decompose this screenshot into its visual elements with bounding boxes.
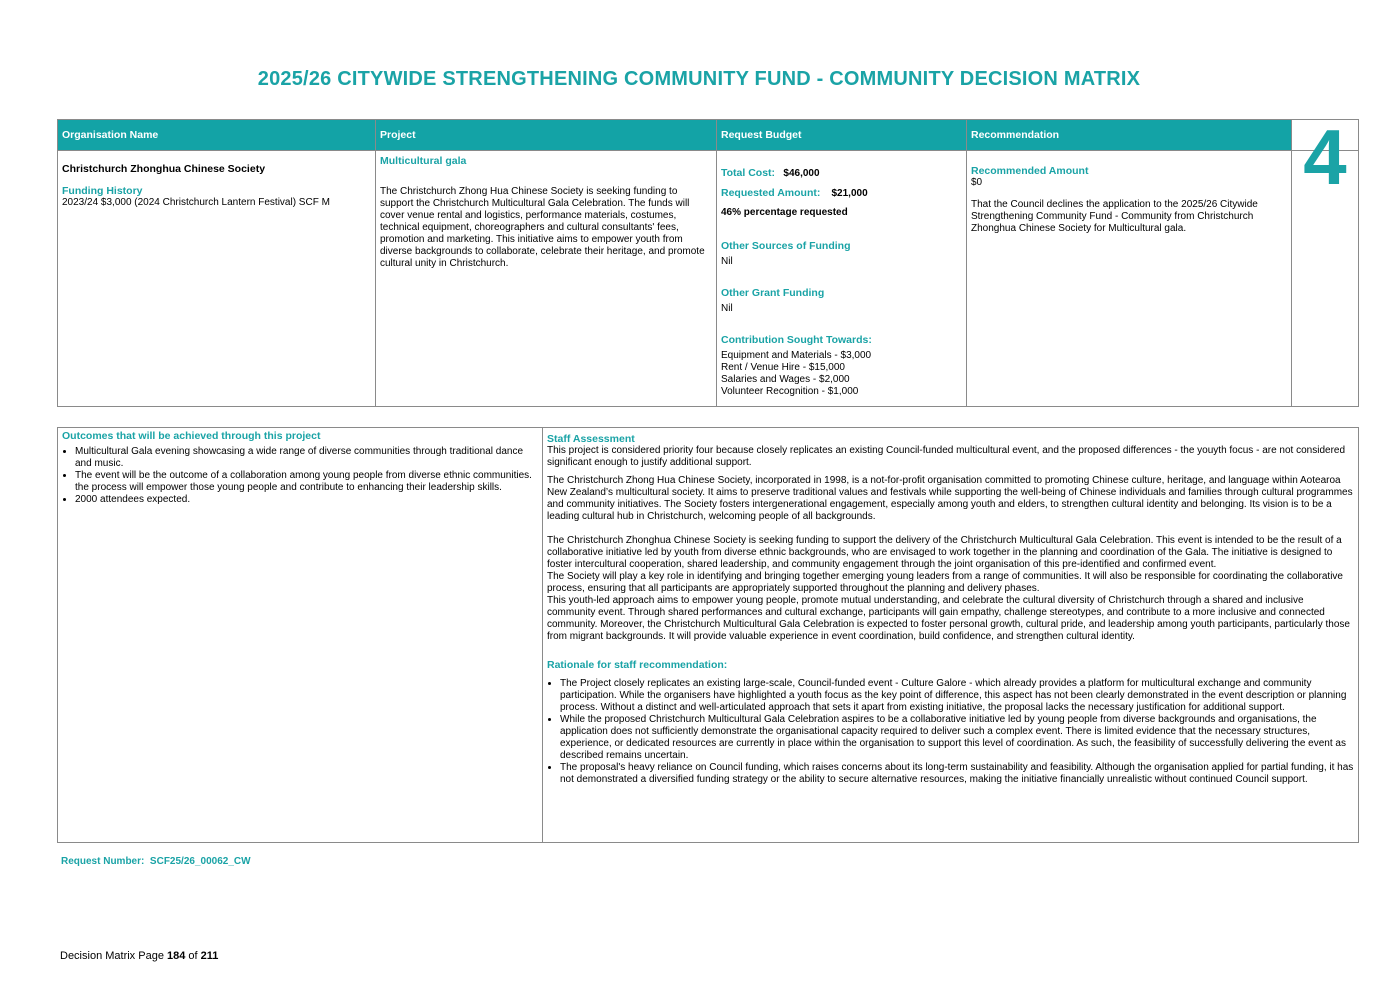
priority-number: 4 [1303, 113, 1347, 201]
requested-amount-label: Requested Amount: [721, 187, 821, 199]
other-grant-label: Other Grant Funding [721, 287, 825, 299]
funding-history-label: Funding History [62, 185, 143, 197]
staff-paragraph: The Christchurch Zhonghua Chinese Society is seeking funding to support the delivery of the Christchurch Multicultural Gala Celebration. This event is intended to be the result of a collaborative initiative led by youth from diverse ethnic backgrounds, who are envisaged to work together in the planning and coordination of the Gala. The initiative is designed to foster intercultural cooperation, shared leadership, and community engagement through the joint organisation of this pre-identified and confirmed event. [547, 535, 1342, 570]
contribution-item: Equipment and Materials - $3,000 [721, 350, 872, 361]
other-grant-value: Nil [721, 303, 733, 314]
rationale-label: Rationale for staff recommendation: [547, 659, 728, 671]
outcomes-list [62, 446, 538, 506]
contribution-label: Contribution Sought Towards: [721, 334, 872, 346]
funding-history: 2023/24 $3,000 (2024 Christchurch Lantern Festival) SCF M [62, 197, 330, 208]
list-item: • The proposal's heavy reliance on Council funding, which raises concerns about its long-term sustainability and feasibility. Although the organisation applied for partial funding, it has not demonstrated a diversified funding strategy or the ability to secure alternative resources, making the initiative financially unrealistic without continued Council support. [560, 762, 1354, 786]
other-sources-value: Nil [721, 256, 733, 267]
recommendation-text: That the Council declines the application to the 2025/26 Citywide Strengthening Community Fund - Community from Christchurch Zhonghua Chinese Society for Multicultural gala. [971, 199, 1258, 234]
outcomes-label: Outcomes that will be achieved through this project [62, 430, 321, 442]
footer-prefix: Decision Matrix Page [60, 950, 164, 962]
contribution-item: Salaries and Wages - $2,000 [721, 374, 850, 385]
total-cost-value: $46,000 [783, 168, 820, 179]
request-number [61, 856, 251, 867]
footer-total: 211 [200, 950, 219, 962]
header-budget: Request Budget [717, 120, 967, 151]
recommended-amount: $0 [971, 177, 983, 188]
budget-cell [717, 151, 967, 407]
recommended-amount-label: Recommended Amount [971, 165, 1089, 177]
list-item: • While the proposed Christchurch Multicultural Gala Celebration aspires to be a collaborative initiative led by young people from diverse backgrounds and organisations, the application does not sufficiently demonstrate the organisational capacity required to deliver such a complex event. There is limited evidence that the necessary structures, experience, or dedicated resources are currently in place within the organisation to support this level of coordination. As such, the feasibility of successfully delivering the event as described remains uncertain. [560, 714, 1354, 762]
list-item: • The Project closely replicates an existing large-scale, Council-funded event - Culture Galore - which already provides a platform for multicultural exchange and community participation. While the organisers have highlighted a youth focus as the key point of difference, this aspect has not been clearly demonstrated in the event description or planning process. Without a distinct and well-articulated approach that sets it apart from existing initiative, the proposal lacks the necessary justification for additional support. [560, 678, 1354, 714]
staff-paragraph: The Society will play a key role in identifying and bringing together emerging young leaders from a range of communities. It will also be responsible for coordinating the collaborative process, ensuring that all participants are appropriately supported throughout the planning and delivery phases. [547, 571, 1343, 594]
rationale-list [547, 678, 1354, 786]
page-footer [60, 950, 218, 962]
staff-paragraph: The Christchurch Zhong Hua Chinese Society, incorporated in 1998, is a not-for-profit organisation committed to promoting Chinese culture, heritage, and language within Aotearoa New Zealand’s multicultural society. It aims to preserve traditional values and festivals while supporting the well-being of Chinese individuals and families through cultural programmes and community initiatives. The Society fosters intergenerational engagement, especially among youth and elders, to strengthen cultural identity and belonging. Its vision is to be a leading cultural hub in Christchurch, welcoming people of all backgrounds. [547, 475, 1353, 522]
staff-assessment-label: Staff Assessment [547, 433, 635, 445]
priority-cell [1292, 113, 1359, 407]
total-cost-label: Total Cost: [721, 167, 776, 179]
staff-assessment-cell [543, 428, 1359, 843]
recommendation-cell [967, 151, 1292, 407]
footer-page: 184 [167, 950, 186, 962]
assessment-table [57, 427, 1359, 843]
list-item: • The event will be the outcome of a collaboration among young people from diverse ethnic communities. the process will empower those young people and contribute to enhancing their leadership skills. [75, 470, 538, 494]
staff-paragraph: This project is considered priority four because closely replicates an existing Council-funded multicultural event, and the proposed differences - the youyth focus - are not considered significant enough to justify additional support. [547, 445, 1346, 468]
project-cell [376, 151, 717, 407]
page-title: 2025/26 CITYWIDE STRENGTHENING COMMUNITY FUND - COMMUNITY DECISION MATRIX [257, 68, 1141, 90]
staff-paragraph: This youth-led approach aims to empower young people, promote mutual understanding, and celebrate the cultural diversity of Christchurch through a shared and inclusive community event. Through shared performances and cultural exchange, participants will gain empathy, challenge stereotypes, and contribute to a more inclusive and connected community. Moreover, the Christchurch Multicultural Gala Celebration is expected to foster personal growth, cultural pride, and leadership among youth participants, particularly those from migrant backgrounds. It will provide valuable experience in event coordination, build confidence, and strengthen cultural identity. [547, 595, 1350, 642]
project-name: Multicultural gala [380, 155, 467, 167]
contribution-item: Rent / Venue Hire - $15,000 [721, 362, 845, 373]
decision-table [57, 113, 1359, 407]
contribution-item: Volunteer Recognition - $1,000 [721, 386, 859, 397]
request-number-value: SCF25/26_00062_CW [149, 856, 251, 867]
other-sources-label: Other Sources of Funding [721, 240, 851, 252]
request-number-label: Request Number: [61, 856, 145, 867]
outcomes-cell [58, 428, 543, 843]
header-organisation: Organisation Name [58, 120, 376, 151]
footer-of: of [188, 950, 198, 962]
list-item: • Multicultural Gala evening showcasing a wide range of diverse communities through traditional dance and music. [75, 446, 538, 470]
percentage-requested: 46% percentage requested [721, 207, 848, 218]
requested-amount-value: $21,000 [831, 188, 868, 199]
header-project: Project [376, 120, 717, 151]
organisation-name: Christchurch Zhonghua Chinese Society [62, 163, 266, 175]
project-description: The Christchurch Zhong Hua Chinese Society is seeking funding to support the Christchurch Multicultural Gala Celebration. The funds will cover venue rental and logistics, performance materials, costumes, technical equipment, choreographers and cultural consultants' fees, promotion and marketing. This initiative aims to empower youth from diverse backgrounds to collaborate, celebrate their heritage, and promote cultural unity in Christchurch. [380, 186, 705, 269]
list-item: • 2000 attendees expected. [75, 494, 538, 506]
header-recommendation: Recommendation [967, 120, 1292, 151]
organisation-cell [58, 151, 376, 407]
